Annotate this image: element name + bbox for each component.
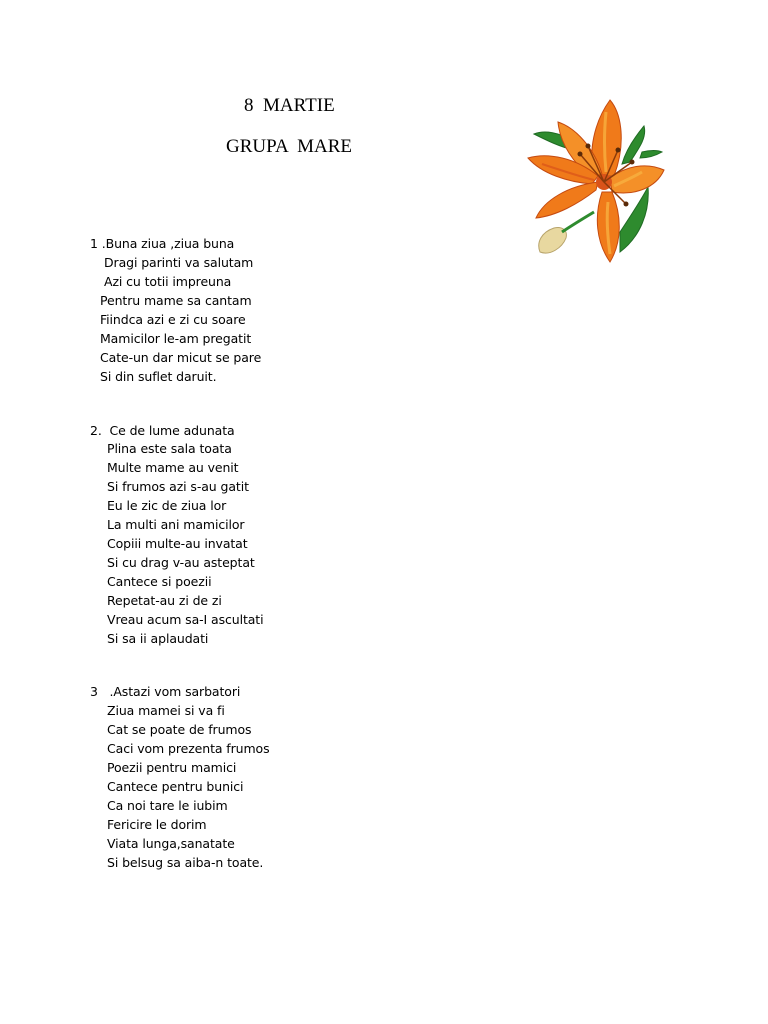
leaf-lower [620, 187, 648, 252]
verse-line: Ca noi tare le iubim [107, 798, 228, 813]
page-subtitle: GRUPA MARE [226, 136, 353, 157]
petal-right [610, 166, 664, 193]
verse-line: Eu le zic de ziua lor [107, 498, 227, 513]
verse-line: Azi cu totii impreuna [104, 274, 232, 289]
leaf-right-stem [640, 151, 662, 159]
verse-line: Vreau acum sa-I ascultati [107, 612, 264, 627]
verse-line: Repetat-au zi de zi [107, 593, 222, 608]
verse-line: 1 .Buna ziua ,ziua buna [90, 236, 235, 251]
verse-line: Pentru mame sa cantam [100, 293, 252, 308]
verse-line: Dragi parinti va salutam [104, 255, 254, 270]
verse-line: Caci vom prezenta frumos [107, 741, 270, 756]
verse-line: Si belsug sa aiba-n toate. [107, 855, 264, 870]
verse-line: Si sa ii aplaudati [107, 631, 209, 646]
verse-line: Fiindca azi e zi cu soare [100, 312, 246, 327]
verse-line: Copiii multe-au invatat [107, 536, 248, 551]
verse-line: Poezii pentru mamici [107, 760, 237, 775]
verse-line: Mamicilor le-am pregatit [100, 331, 252, 346]
verse-line: 2. Ce de lume adunata [90, 423, 235, 438]
verse-line: Cate-un dar micut se pare [100, 350, 262, 365]
verse-line: Si frumos azi s-au gatit [107, 479, 249, 494]
verse-line: 3 .Astazi vom sarbatori [90, 684, 241, 699]
verse-line: Cat se poate de frumos [107, 722, 252, 737]
verse-line: Ziua mamei si va fi [107, 703, 225, 718]
verse-line: Cantece si poezii [107, 574, 212, 589]
verse-line: Si din suflet daruit. [100, 369, 217, 384]
bud-stem [562, 212, 594, 232]
verse-line: Viata lunga,sanatate [107, 836, 235, 851]
verse-line: Si cu drag v-au asteptat [107, 555, 255, 570]
verse-line: Fericire le dorim [107, 817, 207, 832]
verse-line: Multe mame au venit [107, 460, 239, 475]
page-title: 8 MARTIE [244, 95, 335, 116]
petal-lower-left [536, 182, 598, 218]
verse-line: Cantece pentru bunici [107, 779, 244, 794]
verse-line: Plina este sala toata [107, 441, 232, 456]
lily-flower-icon [522, 92, 667, 267]
verse-line: La multi ani mamicilor [107, 517, 245, 532]
